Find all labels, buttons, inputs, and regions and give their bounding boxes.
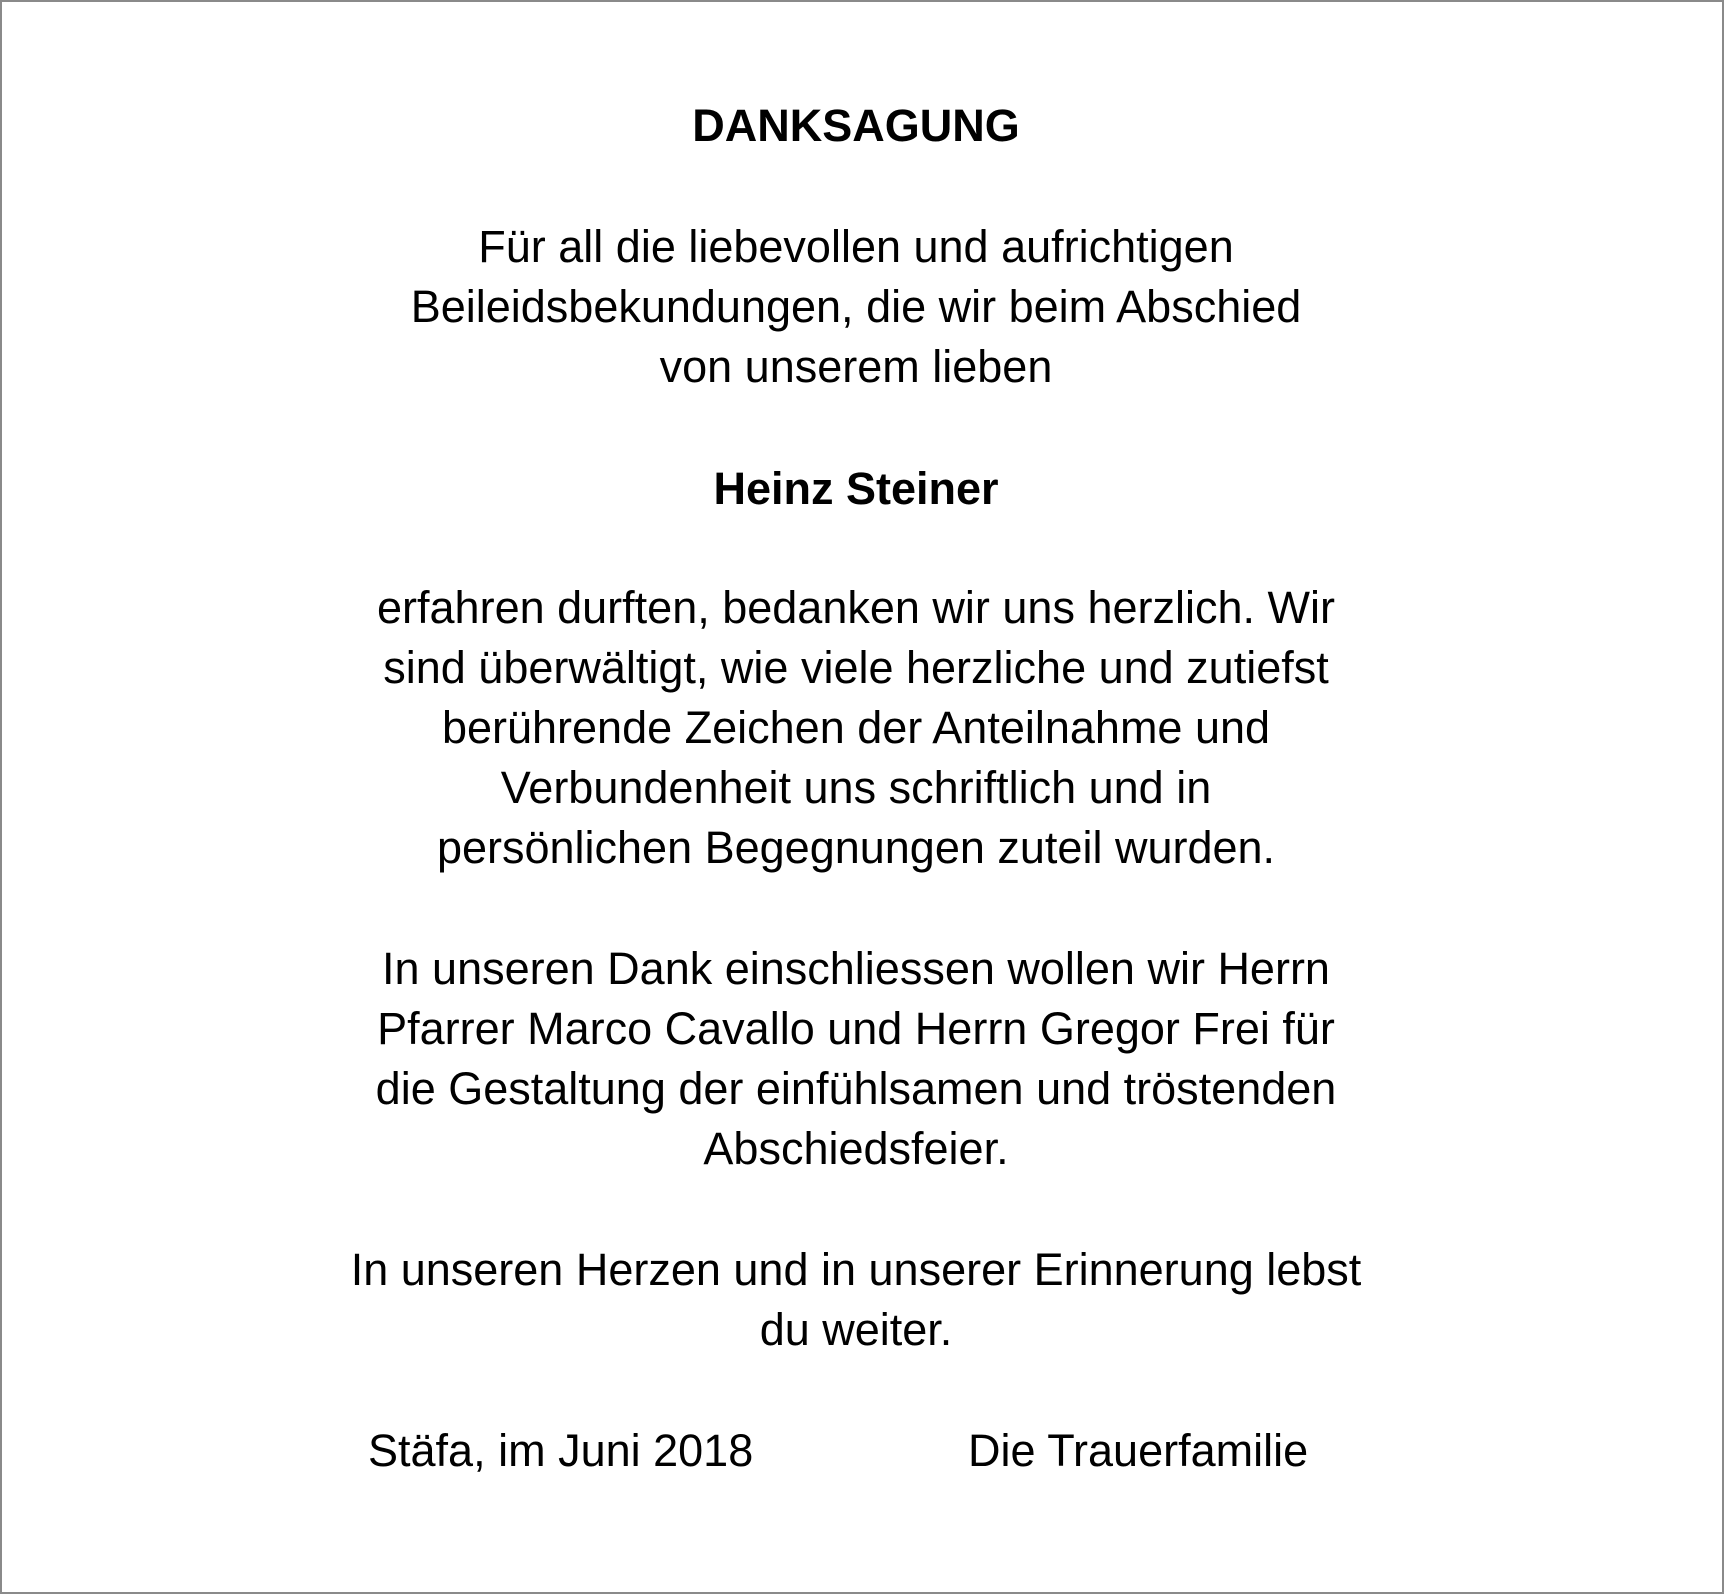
intro-line: von unserem lieben (659, 341, 1053, 392)
paragraph1-line: sind überwältigt, wie viele herzliche und zutiefst (383, 642, 1329, 693)
paragraph2-line: Abschiedsfeier. (703, 1123, 1009, 1174)
paragraph1-line: Verbundenheit uns schriftlich und in (500, 762, 1212, 813)
paragraph1-line: berührende Zeichen der Anteilnahme und (441, 702, 1271, 753)
paragraph3-line: In unseren Herzen und in unserer Erinnerung lebst (350, 1244, 1362, 1295)
notice-title: DANKSAGUNG (692, 100, 1020, 151)
intro-line: Beileidsbekundungen, die wir beim Abschied (410, 281, 1302, 332)
paragraph3-line: du weiter. (759, 1304, 953, 1355)
intro-line: Für all die liebevollen und aufrichtigen (478, 221, 1234, 272)
paragraph2-line: Pfarrer Marco Cavallo und Herrn Gregor Frei für (377, 1003, 1335, 1054)
paragraph1-line: persönlichen Begegnungen zuteil wurden. (436, 822, 1276, 873)
place-date: Stäfa, im Juni 2018 (368, 1425, 754, 1476)
paragraph2-line: die Gestaltung der einfühlsamen und tröstenden (375, 1063, 1337, 1114)
deceased-name: Heinz Steiner (713, 463, 999, 514)
paragraph1-line: erfahren durften, bedanken wir uns herzlich. Wir (377, 582, 1335, 633)
paragraph2-line: In unseren Dank einschliessen wollen wir Herrn (382, 943, 1330, 994)
family-signature: Die Trauerfamilie (968, 1425, 1309, 1476)
